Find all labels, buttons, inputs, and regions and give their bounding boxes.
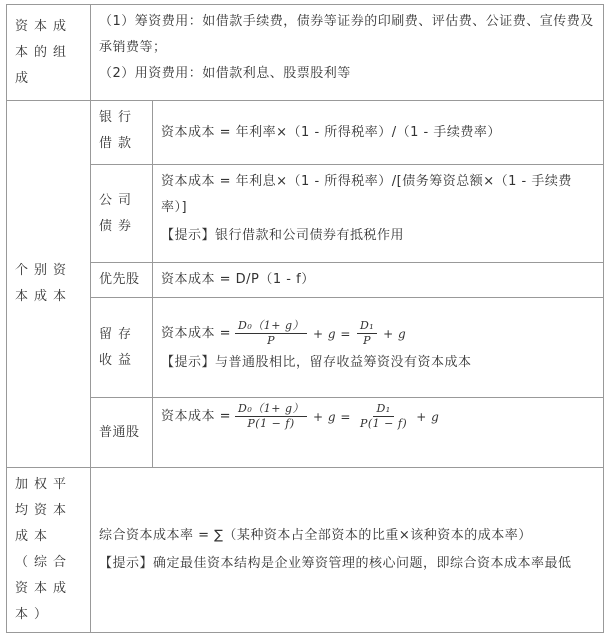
preferred-stock-label: 优先股 xyxy=(91,263,153,298)
table-row-preferred-stock xyxy=(7,263,604,298)
common-fraction-1-numerator: D₀（1+ g） xyxy=(235,402,307,417)
retained-fraction-2 xyxy=(357,319,377,348)
composition-line-2: （2）用资费用：如借款利息、股票股利等 xyxy=(99,66,351,81)
retained-earnings-label: 留存收益 xyxy=(91,298,153,398)
retained-formula-plus: + g = xyxy=(313,326,351,341)
common-fraction-2-denominator: P(1 − f) xyxy=(359,417,408,430)
common-stock-formula xyxy=(161,402,595,431)
retained-earnings-content xyxy=(153,298,604,398)
common-fraction-2-numerator: D₁ xyxy=(373,402,393,417)
retained-fraction-2-denominator: P xyxy=(363,334,371,347)
composition-label: 资本成本的组成 xyxy=(7,5,91,101)
capital-cost-table-container xyxy=(6,4,604,622)
common-stock-label: 普通股 xyxy=(91,398,153,468)
table-row-wacc xyxy=(7,468,604,633)
common-fraction-1-denominator: P(1 − f) xyxy=(247,417,295,430)
composition-line-1: （1）筹资费用：如借款手续费，债券等证券的印刷费、评估费、公证费、宣传费及承销费等； xyxy=(99,14,594,55)
bank-loan-label: 银行借款 xyxy=(91,101,153,165)
individual-cost-label: 个别资本成本 xyxy=(7,101,91,468)
table-row-bank-loan xyxy=(7,101,604,165)
corporate-bond-label: 公司债券 xyxy=(91,165,153,263)
corporate-bond-formula: 资本成本 = 年利息×（1 - 所得税率）/[债务筹资总额×（1 - 手续费率）] xyxy=(161,174,572,215)
retained-fraction-1 xyxy=(235,319,307,348)
wacc-content xyxy=(91,468,604,633)
retained-formula-prefix: 资本成本 = xyxy=(161,325,232,341)
table-row-corporate-bond xyxy=(7,165,604,263)
retained-earnings-tip: 【提示】与普通股相比，留存收益筹资没有资本成本 xyxy=(161,355,472,370)
common-formula-prefix: 资本成本 = xyxy=(161,408,232,424)
common-formula-plus: + g = xyxy=(313,409,351,424)
retained-fraction-2-numerator: D₁ xyxy=(357,319,377,334)
table-row-retained-earnings xyxy=(7,298,604,398)
common-fraction-1 xyxy=(235,402,307,431)
capital-cost-table xyxy=(6,4,604,633)
wacc-label: 加权平均资本成本（综合资本成本） xyxy=(7,468,91,633)
table-row-common-stock xyxy=(7,398,604,468)
preferred-stock-formula: 资本成本 = D/P（1 - f） xyxy=(153,263,604,298)
bank-loan-formula: 资本成本 = 年利率×（1 - 所得税率）/（1 - 手续费率） xyxy=(153,101,604,165)
wacc-tip: 【提示】确定最佳资本结构是企业筹资管理的核心问题，即综合资本成本率最低 xyxy=(99,556,572,571)
corporate-bond-tip: 【提示】银行借款和公司债券有抵税作用 xyxy=(161,228,405,243)
common-formula-tail: + g xyxy=(416,409,440,424)
common-fraction-2 xyxy=(357,402,410,431)
wacc-formula: 综合资本成本率 = ∑（某种资本占全部资本的比重×该种资本的成本率） xyxy=(99,528,532,543)
retained-fraction-1-denominator: P xyxy=(267,334,275,347)
retained-earnings-formula xyxy=(161,319,595,348)
retained-formula-tail: + g xyxy=(383,326,407,341)
corporate-bond-content xyxy=(153,165,604,263)
common-stock-content xyxy=(153,398,604,468)
table-row-composition xyxy=(7,5,604,101)
retained-fraction-1-numerator: D₀（1+ g） xyxy=(235,319,307,334)
composition-content xyxy=(91,5,604,101)
